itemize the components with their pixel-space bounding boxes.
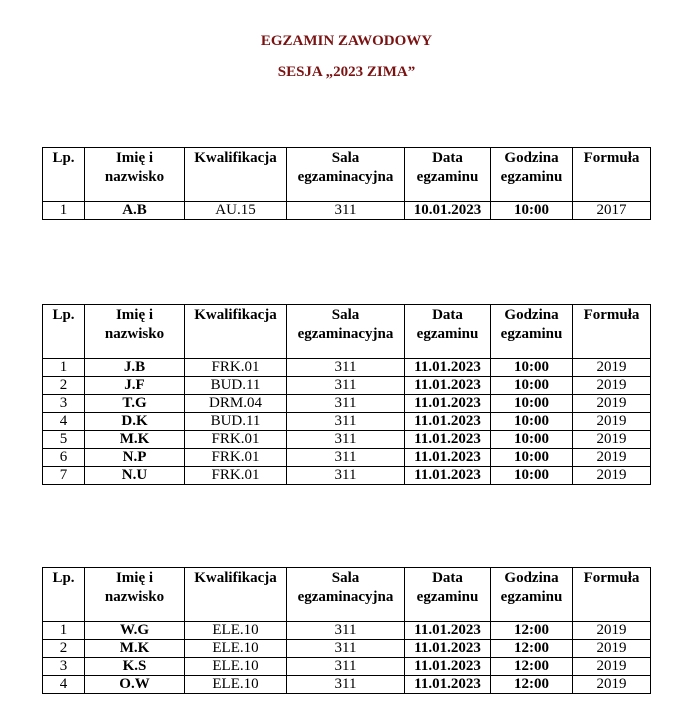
cell-time: 10:00 [491, 449, 573, 467]
page-subtitle: SESJA „2023 ZIMA” [277, 64, 416, 80]
cell-qualification: ELE.10 [185, 640, 287, 658]
cell-formula: 2019 [573, 359, 651, 377]
cell-qualification: FRK.01 [185, 359, 287, 377]
cell-lp: 1 [43, 202, 85, 220]
column-header-formula: Formuła [573, 568, 651, 622]
cell-lp: 6 [43, 449, 85, 467]
column-header-name: Imię i nazwisko [85, 568, 185, 622]
cell-qualification: BUD.11 [185, 413, 287, 431]
cell-date: 11.01.2023 [405, 377, 491, 395]
cell-room: 311 [287, 413, 405, 431]
cell-time: 10:00 [491, 377, 573, 395]
cell-name: M.K [85, 640, 185, 658]
cell-date: 11.01.2023 [405, 622, 491, 640]
table-row [43, 377, 651, 395]
cell-lp: 2 [43, 377, 85, 395]
cell-date: 11.01.2023 [405, 413, 491, 431]
cell-name: K.S [85, 658, 185, 676]
cell-room: 311 [287, 640, 405, 658]
cell-formula: 2019 [573, 622, 651, 640]
cell-qualification: ELE.10 [185, 676, 287, 694]
cell-name: J.F [85, 377, 185, 395]
cell-name: N.P [85, 449, 185, 467]
column-header-date: Data egzaminu [405, 148, 491, 202]
cell-date: 11.01.2023 [405, 359, 491, 377]
cell-room: 311 [287, 622, 405, 640]
cell-qualification: FRK.01 [185, 431, 287, 449]
cell-lp: 3 [43, 395, 85, 413]
cell-time: 10:00 [491, 202, 573, 220]
table-row [43, 676, 651, 694]
table-header-row [43, 305, 651, 359]
cell-room: 311 [287, 467, 405, 485]
column-header-name: Imię i nazwisko [85, 148, 185, 202]
cell-formula: 2019 [573, 431, 651, 449]
cell-qualification: ELE.10 [185, 658, 287, 676]
cell-date: 10.01.2023 [405, 202, 491, 220]
cell-time: 12:00 [491, 658, 573, 676]
column-header-qualification: Kwalifikacja [185, 305, 287, 359]
column-header-room: Sala egzaminacyjna [287, 305, 405, 359]
cell-date: 11.01.2023 [405, 449, 491, 467]
column-header-room: Sala egzaminacyjna [287, 568, 405, 622]
table-row [43, 431, 651, 449]
cell-room: 311 [287, 676, 405, 694]
exam-table-2 [42, 304, 651, 485]
cell-room: 311 [287, 202, 405, 220]
cell-room: 311 [287, 658, 405, 676]
cell-qualification: AU.15 [185, 202, 287, 220]
cell-name: O.W [85, 676, 185, 694]
cell-time: 10:00 [491, 467, 573, 485]
cell-room: 311 [287, 377, 405, 395]
cell-qualification: FRK.01 [185, 449, 287, 467]
cell-date: 11.01.2023 [405, 395, 491, 413]
cell-time: 12:00 [491, 676, 573, 694]
table-row [43, 413, 651, 431]
column-header-lp: Lp. [43, 148, 85, 202]
cell-formula: 2019 [573, 395, 651, 413]
cell-room: 311 [287, 431, 405, 449]
cell-lp: 1 [43, 622, 85, 640]
cell-room: 311 [287, 449, 405, 467]
cell-time: 10:00 [491, 359, 573, 377]
table-row [43, 395, 651, 413]
cell-qualification: FRK.01 [185, 467, 287, 485]
column-header-formula: Formuła [573, 305, 651, 359]
cell-lp: 7 [43, 467, 85, 485]
column-header-qualification: Kwalifikacja [185, 148, 287, 202]
cell-lp: 3 [43, 658, 85, 676]
column-header-time: Godzina egzaminu [491, 148, 573, 202]
cell-time: 12:00 [491, 622, 573, 640]
page-title: EGZAMIN ZAWODOWY [260, 33, 433, 49]
cell-qualification: DRM.04 [185, 395, 287, 413]
cell-lp: 5 [43, 431, 85, 449]
cell-date: 11.01.2023 [405, 431, 491, 449]
cell-name: D.K [85, 413, 185, 431]
cell-name: J.B [85, 359, 185, 377]
cell-name: M.K [85, 431, 185, 449]
cell-room: 311 [287, 359, 405, 377]
column-header-lp: Lp. [43, 305, 85, 359]
exam-table-1 [42, 147, 651, 220]
table-row [43, 622, 651, 640]
column-header-name: Imię i nazwisko [85, 305, 185, 359]
cell-date: 11.01.2023 [405, 658, 491, 676]
cell-lp: 4 [43, 676, 85, 694]
cell-formula: 2019 [573, 467, 651, 485]
cell-time: 10:00 [491, 431, 573, 449]
column-header-date: Data egzaminu [405, 568, 491, 622]
column-header-formula: Formuła [573, 148, 651, 202]
cell-time: 10:00 [491, 413, 573, 431]
column-header-room: Sala egzaminacyjna [287, 148, 405, 202]
table-row [43, 640, 651, 658]
table-header-row [43, 568, 651, 622]
cell-date: 11.01.2023 [405, 640, 491, 658]
table-row [43, 449, 651, 467]
cell-formula: 2019 [573, 377, 651, 395]
cell-formula: 2019 [573, 640, 651, 658]
cell-name: T.G [85, 395, 185, 413]
cell-formula: 2019 [573, 413, 651, 431]
cell-date: 11.01.2023 [405, 676, 491, 694]
cell-name: W.G [85, 622, 185, 640]
column-header-qualification: Kwalifikacja [185, 568, 287, 622]
column-header-date: Data egzaminu [405, 305, 491, 359]
table-row [43, 658, 651, 676]
cell-qualification: BUD.11 [185, 377, 287, 395]
cell-date: 11.01.2023 [405, 467, 491, 485]
table-header-row [43, 148, 651, 202]
cell-name: N.U [85, 467, 185, 485]
cell-name: A.B [85, 202, 185, 220]
cell-formula: 2019 [573, 449, 651, 467]
cell-time: 10:00 [491, 395, 573, 413]
column-header-time: Godzina egzaminu [491, 305, 573, 359]
cell-lp: 2 [43, 640, 85, 658]
cell-time: 12:00 [491, 640, 573, 658]
cell-formula: 2017 [573, 202, 651, 220]
cell-room: 311 [287, 395, 405, 413]
exam-table-3 [42, 567, 651, 694]
table-row [43, 467, 651, 485]
cell-lp: 4 [43, 413, 85, 431]
table-row [43, 202, 651, 220]
cell-qualification: ELE.10 [185, 622, 287, 640]
cell-formula: 2019 [573, 658, 651, 676]
cell-lp: 1 [43, 359, 85, 377]
column-header-time: Godzina egzaminu [491, 568, 573, 622]
cell-formula: 2019 [573, 676, 651, 694]
table-row [43, 359, 651, 377]
column-header-lp: Lp. [43, 568, 85, 622]
